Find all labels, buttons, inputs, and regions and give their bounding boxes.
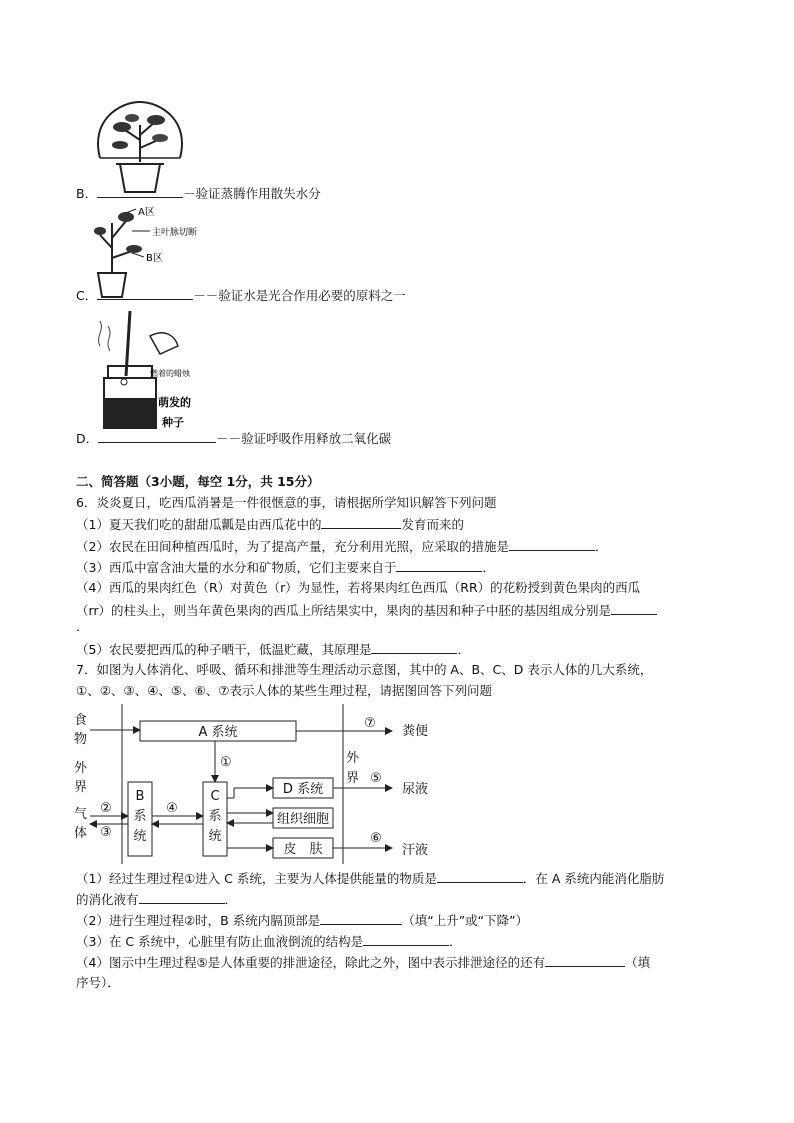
label-external-right-2: 界	[346, 771, 360, 786]
q7-stem-line2: ①、②、③、④、⑤、⑥、⑦表示人体的某些生理过程，请据图回答下列问题	[76, 683, 492, 698]
q7-part1-line1: （1）经过生理过程①进入 C 系统，主要为人体提供能量的物质是 ．在 A 系统内能消化脂肪	[76, 871, 665, 886]
label-burning-candle: 燃着的蜡烛	[150, 369, 190, 378]
q6-part2: （2）农民在田间种植西瓜时，为了提高产量，充分利用光照，应采取的措施是 ．	[76, 539, 608, 554]
a-system-box: A 系统	[198, 725, 238, 740]
q6-part4-line2: （rr）的柱头上，则当年黄色果肉的西瓜上所结果实中，果肉的基因和种子中胚的基因组成分别是	[76, 601, 657, 620]
label-seeds-2: 种子	[162, 416, 184, 429]
q7-part1-line2: 的消化液有 ．	[76, 892, 238, 907]
label-external-left-1: 外	[74, 761, 88, 776]
q6-part1: （1）夏天我们吃的甜甜瓜瓤是由西瓜花中的 发育而来的	[76, 517, 464, 532]
option-b: B． －验证蒸腾作用散失水分	[76, 186, 321, 201]
process-5: ⑤	[370, 771, 382, 786]
section-title: 二、简答题（3小题，每空 1分，共 15分）	[76, 474, 320, 489]
q7-part3: （3）在 C 系统中，心脏里有防止血液倒流的结构是 ．	[76, 934, 462, 949]
label-a-zone: A区	[138, 207, 155, 218]
q6-stem: 6．炎炎夏日，吃西瓜消暑是一件很惬意的事，请根据所学知识解答下列问题	[76, 495, 497, 510]
process-4: ④	[166, 801, 178, 816]
q7-part2: （2）进行生理过程②时，B 系统内膈顶部是 （填“上升”或“下降”）	[76, 913, 529, 928]
q7-part4-line1: （4）图示中生理过程⑤是人体重要的排泄途径，除此之外，图中表示排泄途径的还有 （填	[76, 955, 651, 970]
label-b-zone: B区	[146, 253, 163, 264]
label-food-1: 食	[74, 713, 88, 728]
process-3: ③	[100, 825, 112, 840]
label-urine: 尿液	[402, 782, 429, 797]
bell-jar-plant-figure	[90, 100, 190, 195]
option-d: D． －－验证呼吸作用释放二氧化碳	[76, 431, 392, 446]
candle-jar-seeds-figure	[90, 306, 210, 434]
tissue-cells-box: 组织细胞	[276, 812, 330, 827]
physiology-diagram	[70, 700, 450, 866]
leaf-vein-cut-figure	[92, 203, 202, 299]
b-system-letter: B	[135, 789, 145, 804]
process-2: ②	[100, 801, 112, 816]
b-system-char-1: 系	[133, 809, 147, 824]
process-6: ⑥	[370, 831, 382, 846]
q7-part4-line2: 序号）．	[76, 975, 120, 990]
label-vein-cut: 主叶脉切断	[152, 228, 198, 238]
b-system-char-2: 统	[133, 829, 147, 844]
q7-stem-line1: 7．如图为人体消化、呼吸、循环和排泄等生理活动示意图，其中的 A、B、C、D 表示人体的几大系统，	[76, 662, 653, 677]
process-1: ①	[220, 755, 232, 770]
label-external-right-1: 外	[346, 751, 360, 766]
q6-part5: （5）农民要把西瓜的种子晒干，低温贮藏，其原理是 ．	[76, 642, 470, 657]
label-sweat: 汗液	[402, 843, 429, 858]
d-system-box: D 系统	[282, 782, 324, 797]
c-system-char-2: 统	[208, 829, 222, 844]
process-7: ⑦	[364, 716, 376, 731]
label-seeds-1: 萌发的	[158, 396, 191, 409]
q6-part4-line1: （4）西瓜的果肉红色（R）对黄色（r）为显性，若将果肉红色西瓜（RR）的花粉授到黄色果肉的西瓜	[76, 580, 641, 595]
c-system-letter: C	[210, 789, 220, 804]
skin-box: 皮 肤	[283, 842, 323, 857]
c-system-char-1: 系	[208, 809, 222, 824]
q6-part4-line3: ．	[76, 619, 89, 634]
label-gas-2: 体	[74, 826, 88, 841]
label-feces: 粪便	[402, 724, 429, 739]
label-gas-1: 气	[74, 807, 88, 822]
q6-part3: （3）西瓜中富含油大量的水分和矿物质，它们主要来自于 ．	[76, 560, 495, 575]
label-food-2: 物	[74, 732, 88, 747]
option-c: C． －－验证水是光合作用必要的原料之一	[76, 288, 406, 303]
label-external-left-2: 界	[74, 780, 88, 795]
